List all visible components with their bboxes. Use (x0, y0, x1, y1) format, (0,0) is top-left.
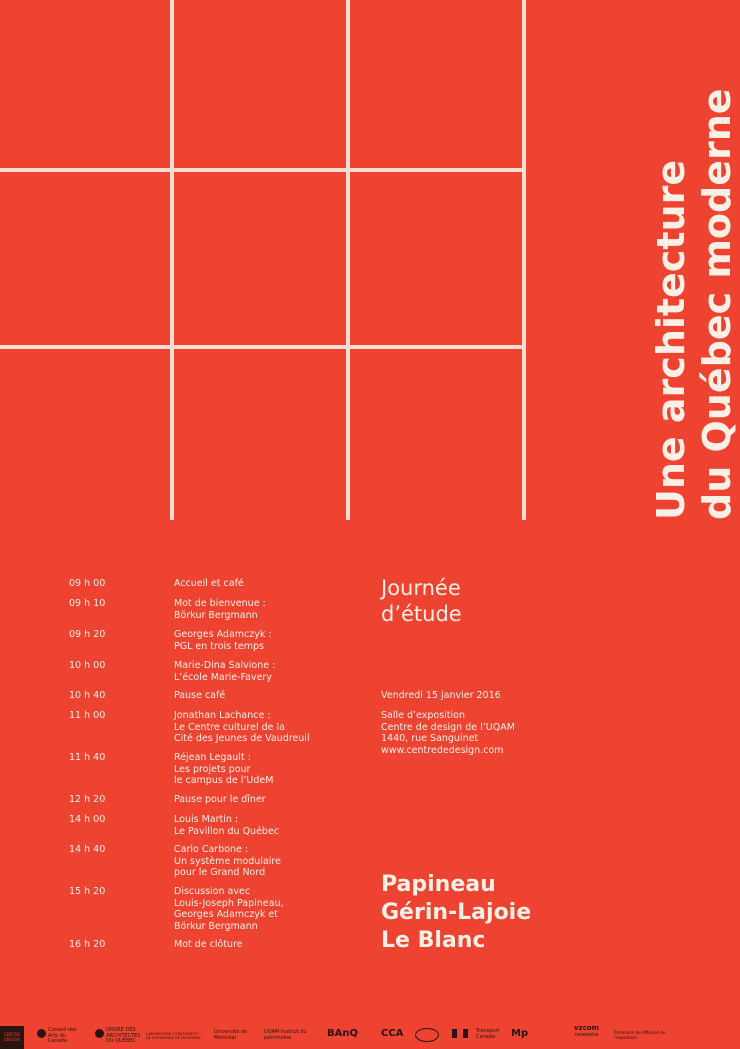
schedule-description (174, 598, 374, 621)
schedule-description (174, 629, 374, 652)
schedule-line: Réjean Legault : (174, 752, 251, 763)
schedule-time: 14 h 40 (69, 844, 106, 855)
venue-website: www.centrededesign.com (381, 744, 504, 756)
schedule-description (174, 939, 374, 951)
architect-names (381, 871, 531, 955)
schedule-time: 10 h 00 (69, 660, 106, 671)
schedule-time: 15 h 20 (69, 886, 106, 897)
schedule-line: Börkur Bergmann (174, 609, 258, 621)
schedule-line: Discussion avec (174, 886, 251, 897)
schedule-description (174, 752, 374, 787)
laboratoire-logo: LABORATOIRE D’HISTOIRE ET DE PATRIMOINE DE MONTRÉAL (146, 1032, 202, 1040)
vzcom-logo: vzcom (574, 1024, 599, 1032)
sponsor-logos (0, 1020, 699, 1049)
architect-name-2: Gérin-Lajoie (381, 900, 532, 925)
centre-design-logo: CENTRE DESIGN (0, 1026, 24, 1049)
schedule-line: Marie-Dina Salvione : (174, 660, 276, 671)
grid-line-vertical-1 (170, 0, 174, 520)
poster-title-line-2: du Québec moderne (695, 88, 739, 520)
venue-line: Salle d’exposition (381, 710, 465, 721)
event-date-text: Vendredi 15 janvier 2016 (381, 690, 501, 701)
schedule-time: 12 h 20 (69, 794, 106, 805)
venue-line: 1440, rue Sanguinet (381, 733, 479, 744)
conseil-arts-seal-icon (37, 1029, 46, 1038)
ordre-architectes-logo: ORDRE DES ARCHITECTES DU QUÉBEC (106, 1027, 141, 1044)
venue-line: Centre de design de l’UQAM (381, 721, 515, 733)
schedule-description (174, 886, 374, 932)
schedule-line: Le Centre culturel de la (174, 721, 285, 733)
schedule-line: Les projets pour (174, 763, 251, 775)
schedule-description (174, 578, 374, 590)
schedule-description (174, 844, 374, 879)
schedule-description (174, 814, 374, 837)
event-venue (381, 710, 515, 756)
schedule-time: 10 h 40 (69, 690, 106, 701)
transport-canada-logo: Transport Canada (476, 1028, 500, 1040)
event-heading (381, 575, 462, 627)
universite-montreal-logo: Université de Montréal (214, 1029, 248, 1041)
schedule-line: Pause pour le dîner (174, 794, 266, 805)
schedule-line: Mot de bienvenue : (174, 598, 266, 609)
architect-name-1: Papineau (381, 872, 496, 897)
schedule-time: 09 h 20 (69, 629, 106, 640)
schedule-time: 09 h 10 (69, 598, 106, 609)
schedule-line: PGL en trois temps (174, 640, 264, 652)
schedule-time: 14 h 00 (69, 814, 106, 825)
schedule-line: Louis Martin : (174, 814, 239, 825)
grid-line-vertical-2 (346, 0, 350, 520)
oval-emblem-icon (415, 1028, 439, 1042)
schedule-line: Accueil et café (174, 578, 244, 589)
schedule-line: Le Pavillon du Québec (174, 825, 280, 837)
schedule-time: 16 h 20 (69, 939, 106, 950)
architect-name-3: Le Blanc (381, 928, 486, 953)
schedule-description (174, 690, 374, 702)
schedule-line: pour le Grand Nord (174, 867, 266, 878)
banq-logo: BAnQ (327, 1028, 358, 1039)
schedule-time: 09 h 00 (69, 578, 106, 589)
schedule-line: Mot de clôture (174, 939, 243, 950)
schedule-description (174, 710, 374, 745)
schedule-line: L’école Marie-Favery (174, 671, 272, 683)
schedule-line: Louis-Joseph Papineau, (174, 897, 284, 909)
event-heading-line-2: d’étude (381, 602, 462, 626)
mp-logo: Mp (511, 1028, 529, 1039)
schedule-line: le campus de l’UdeM (174, 775, 274, 786)
poster-title (648, 88, 740, 520)
schedule-description (174, 660, 374, 683)
conseil-arts-logo: Conseil des Arts du Canada (48, 1027, 77, 1044)
canada-flag-icon (452, 1029, 468, 1038)
newswire-logo: newswire (575, 1032, 599, 1038)
schedule-line: Un système modulaire (174, 855, 281, 867)
uqam-patrimoine-logo: UQAM Institut du patrimoine (264, 1029, 307, 1041)
schedule-line: Carlo Carbone : (174, 844, 249, 855)
grid-line-horizontal-1 (0, 168, 526, 172)
event-date (381, 690, 501, 702)
schedule-line: Jonathan Lachance : (174, 710, 271, 721)
grid-line-vertical-3 (522, 0, 526, 520)
schedule-line: Börkur Bergmann (174, 920, 258, 932)
schedule-line: Cité des Jeunes de Vaudreuil (174, 733, 310, 744)
grid-line-horizontal-2 (0, 345, 526, 349)
schedule-line: Pause café (174, 690, 226, 701)
partenaire-diffusion-text: Partenaire de diffusion de l’exposition (614, 1030, 666, 1040)
schedule-description (174, 794, 374, 806)
ordre-architectes-seal-icon (95, 1029, 104, 1038)
schedule-time: 11 h 40 (69, 752, 106, 763)
schedule-time: 11 h 00 (69, 710, 106, 721)
event-heading-line-1: Journée (381, 576, 461, 600)
poster-title-line-1: Une architecture (649, 159, 693, 520)
schedule-line: Georges Adamczyk : (174, 629, 272, 640)
cca-logo: CCA (381, 1028, 404, 1039)
schedule-line: Georges Adamczyk et (174, 909, 278, 920)
